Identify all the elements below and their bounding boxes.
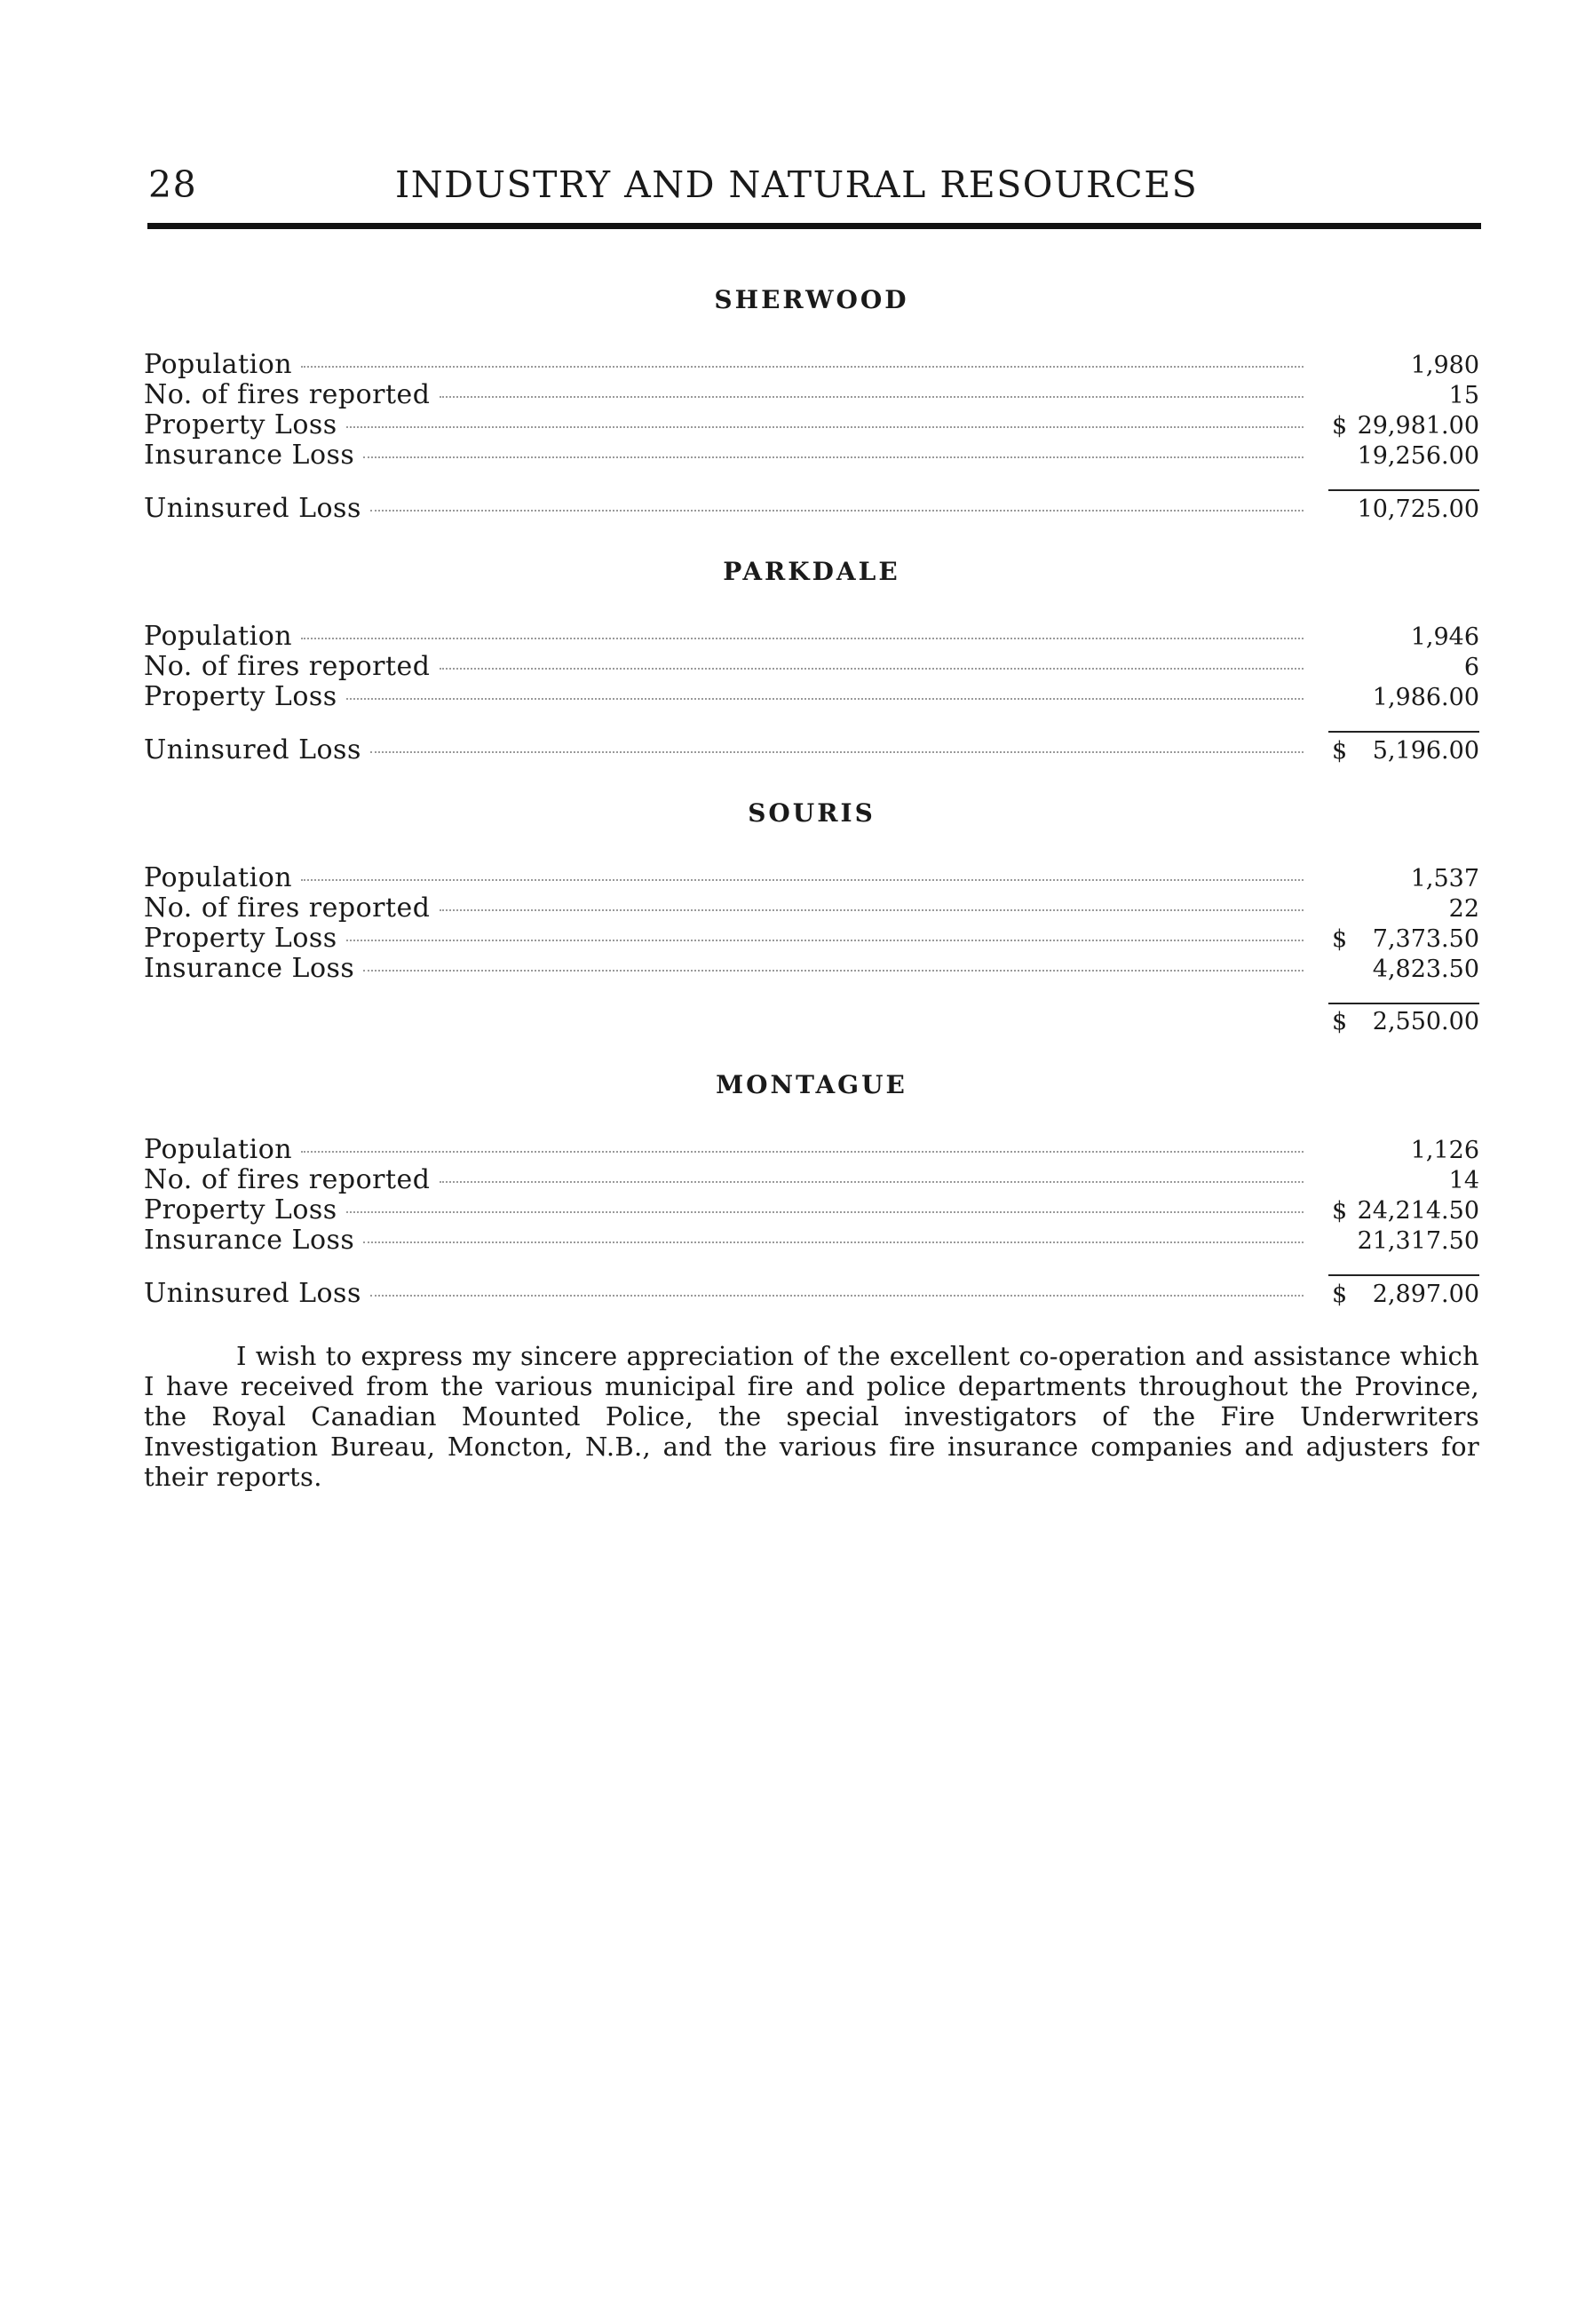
row-label: Insurance Loss (144, 953, 355, 984)
row-label: Insurance Loss (144, 440, 355, 471)
row-label: No. of fires reported (144, 651, 431, 682)
amount: 24,214.50 (1357, 1197, 1479, 1225)
total-value (1328, 736, 1479, 766)
amount: 14 (1448, 1167, 1479, 1194)
total-label: Uninsured Loss (144, 493, 361, 524)
data-row (144, 350, 1479, 380)
data-row (144, 1135, 1479, 1165)
data-row (144, 682, 1479, 712)
total-row (144, 1007, 1479, 1037)
row-value (1328, 351, 1479, 381)
row-label: Insurance Loss (144, 1225, 355, 1256)
row-value (1328, 683, 1479, 713)
row-value (1328, 1166, 1479, 1196)
header-rule (147, 223, 1481, 229)
dot-leader (301, 638, 1304, 639)
data-row (144, 954, 1479, 984)
row-value (1328, 1196, 1479, 1226)
section-title: SOURIS (748, 798, 876, 828)
data-row (144, 410, 1479, 440)
section-title: PARKDALE (723, 557, 900, 586)
row-label: No. of fires reported (144, 892, 431, 924)
dot-leader (440, 668, 1304, 670)
amount: 5,196.00 (1372, 737, 1479, 765)
row-label: Population (144, 621, 293, 652)
row-label: Property Loss (144, 1194, 337, 1225)
section-souris (144, 797, 1479, 1037)
dot-leader (440, 396, 1304, 398)
currency-sign: $ (1332, 412, 1348, 440)
amount: 1,980 (1410, 352, 1479, 379)
dot-leader (440, 909, 1304, 911)
data-row (144, 440, 1479, 471)
total-rule (1328, 1003, 1479, 1004)
row-value (1328, 1226, 1479, 1257)
data-row (144, 1225, 1479, 1256)
row-label: Population (144, 349, 293, 380)
amount: 7,373.50 (1372, 925, 1479, 953)
dot-leader (301, 1151, 1304, 1153)
dot-leader (301, 366, 1304, 368)
dot-leader (346, 1211, 1304, 1213)
dot-leader (346, 940, 1304, 941)
dot-leader (370, 1295, 1304, 1297)
total-value (1328, 1007, 1479, 1037)
section-parkdale (144, 556, 1479, 765)
row-value (1328, 381, 1479, 411)
closing-paragraph: I wish to express my sincere appreciation of the excellent co-operation and assistance which I have received from the various municipal fire and police departments throughout the Province, the Royal Canadian Mounted Police, the special investigators of the Fire Underwriters Investigation Bureau, Moncton, N.B., and the various fire insurance companies and adjusters for their reports. (144, 1341, 1479, 1492)
row-value (1328, 1136, 1479, 1166)
amount: 10,725.00 (1357, 496, 1479, 523)
total-row (144, 735, 1479, 765)
section-sherwood (144, 284, 1479, 524)
row-label: No. of fires reported (144, 379, 431, 410)
data-row (144, 380, 1479, 410)
currency-sign: $ (1332, 1281, 1348, 1308)
section-title: MONTAGUE (716, 1070, 907, 1099)
row-value (1328, 441, 1479, 472)
total-rule (1328, 489, 1479, 491)
row-value (1328, 864, 1479, 894)
row-value (1328, 924, 1479, 955)
data-row (144, 893, 1479, 924)
dot-leader (363, 1241, 1304, 1243)
dot-leader (346, 698, 1304, 700)
total-rule (1328, 731, 1479, 733)
amount: 2,897.00 (1372, 1281, 1479, 1308)
currency-sign: $ (1332, 925, 1348, 953)
amount: 1,986.00 (1372, 684, 1479, 711)
data-row (144, 924, 1479, 954)
currency-sign: $ (1332, 1197, 1348, 1225)
dot-leader (440, 1181, 1304, 1183)
amount: 1,126 (1410, 1137, 1479, 1164)
data-row (144, 863, 1479, 893)
page-number: 28 (148, 163, 198, 206)
total-label: Uninsured Loss (144, 1278, 361, 1309)
amount: 22 (1448, 895, 1479, 923)
amount: 1,537 (1410, 865, 1479, 892)
row-label: Population (144, 862, 293, 893)
row-value (1328, 955, 1479, 985)
amount: 6 (1463, 654, 1479, 681)
amount: 29,981.00 (1357, 412, 1479, 440)
section-montague (144, 1069, 1479, 1309)
total-row (144, 494, 1479, 524)
report-content (144, 284, 1479, 1518)
currency-sign: $ (1332, 1008, 1348, 1035)
total-row (144, 1279, 1479, 1309)
data-row (144, 652, 1479, 682)
amount: 19,256.00 (1357, 442, 1479, 470)
page-header (148, 160, 1480, 210)
amount: 21,317.50 (1357, 1227, 1479, 1255)
row-label: Property Loss (144, 923, 337, 954)
data-row (144, 1195, 1479, 1225)
total-value (1328, 495, 1479, 525)
row-value (1328, 653, 1479, 683)
dot-leader (363, 456, 1304, 458)
dot-leader (346, 426, 1304, 428)
amount: 1,946 (1410, 623, 1479, 651)
data-row (144, 622, 1479, 652)
row-label: Property Loss (144, 409, 337, 440)
dot-leader (370, 751, 1304, 753)
total-label: Uninsured Loss (144, 734, 361, 765)
row-label: No. of fires reported (144, 1164, 431, 1195)
data-row (144, 1165, 1479, 1195)
dot-leader (370, 510, 1304, 512)
row-value (1328, 623, 1479, 653)
amount: 2,550.00 (1372, 1008, 1479, 1035)
total-rule (1328, 1274, 1479, 1276)
row-value (1328, 894, 1479, 924)
row-value (1328, 411, 1479, 441)
currency-sign: $ (1332, 737, 1348, 765)
amount: 15 (1448, 382, 1479, 409)
section-title: SHERWOOD (714, 285, 909, 314)
dot-leader (301, 879, 1304, 881)
running-title: INDUSTRY AND NATURAL RESOURCES (395, 163, 1199, 206)
dot-leader (153, 1022, 1304, 1024)
dot-leader (363, 970, 1304, 972)
total-value (1328, 1280, 1479, 1310)
row-label: Property Loss (144, 681, 337, 712)
row-label: Population (144, 1134, 293, 1165)
amount: 4,823.50 (1372, 956, 1479, 983)
